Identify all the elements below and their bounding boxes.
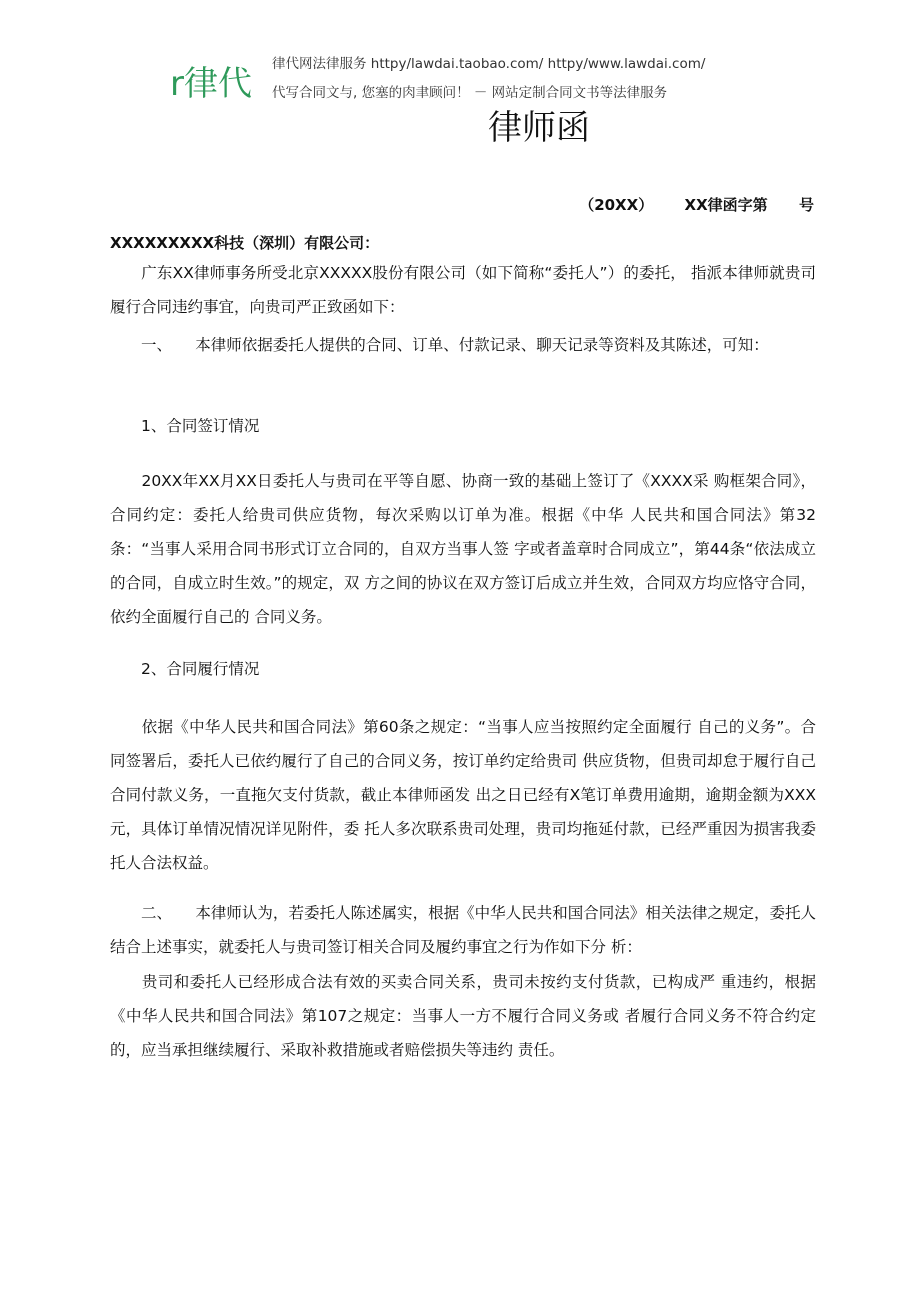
header-line-2: 代写合同文与, 您塞的肉聿顾问！ － 网站定制合同文书等法律服务 — [272, 85, 668, 101]
paragraph: 2、合同履行情况 — [110, 660, 260, 678]
reference-number: （20XX） XX律函字第 号 — [579, 196, 814, 214]
paragraph: 贵司和委托人已经形成合法有效的买卖合同关系，贵司未按约支付货款，已构成严 重违约，根据《中华人民共和国合同法》第107之规定：当事人一方不履行合同义务或 者履行合同义务不符合约定的，应当承担继续履行、采取补救措施或者赔偿损失等违约 责任。 — [110, 973, 816, 1059]
document-title: 律师函 — [488, 108, 590, 148]
paragraph: 一、 本律师依据委托人提供的合同、订单、付款记录、聊天记录等资料及其陈述，可知： — [110, 336, 769, 354]
header-line-1: 律代网法律服务 httpy/lawdai.taobao.com/ httpy/www.lawdai.com/ — [272, 56, 706, 72]
paragraph: 1、合同签订情况 — [110, 417, 260, 435]
logo: r律代 — [170, 64, 252, 104]
paragraph: 20XX年XX月XX日委托人与贵司在平等自愿、协商一致的基础上签订了《XXXX采 购框架合同》，合同约定：委托人给贵司供应货物，每次采购以订单为准。根据《中华 人民共和国合同法》第32条：“当事人采用合同书形式订立合同的，自双方当事人签 字或者盖章时合同成立”，第44条“依法成立的合同，自成立时生效。”的规定，双 方之间的协议在双方签订后成立并生效，合同双方均应恪守合同，依约全面履行自己的 合同义务。 — [110, 472, 816, 626]
paragraph: 依据《中华人民共和国合同法》第60条之规定：“当事人应当按照约定全面履行 自己的义务”。合同签署后，委托人已依约履行了自己的合同义务，按订单约定给贵司 供应货物，但贵司却怠于履行自己合同付款义务，一直拖欠支付货款，截止本律师函发 出之日已经有X笔订单费用逾期，逾期金额为XXX元，具体订单情况情况详见附件，委 托人多次联系贵司处理，贵司均拖延付款，已经严重因为损害我委托人合法权益。 — [110, 718, 816, 872]
addressee: XXXXXXXXX科技（深圳）有限公司： — [110, 234, 380, 252]
paragraph: 广东XX律师事务所受北京XXXXX股份有限公司（如下简称“委托人”）的委托， 指派本律师就贵司履行合同违约事宜，向贵司严正致函如下： — [110, 264, 816, 316]
paragraph: 二、 本律师认为，若委托人陈述属实，根据《中华人民共和国合同法》相关法律之规定，委托人结合上述事实，就委托人与贵司签订相关合同及履约事宜之行为作如下分 析： — [110, 904, 816, 956]
